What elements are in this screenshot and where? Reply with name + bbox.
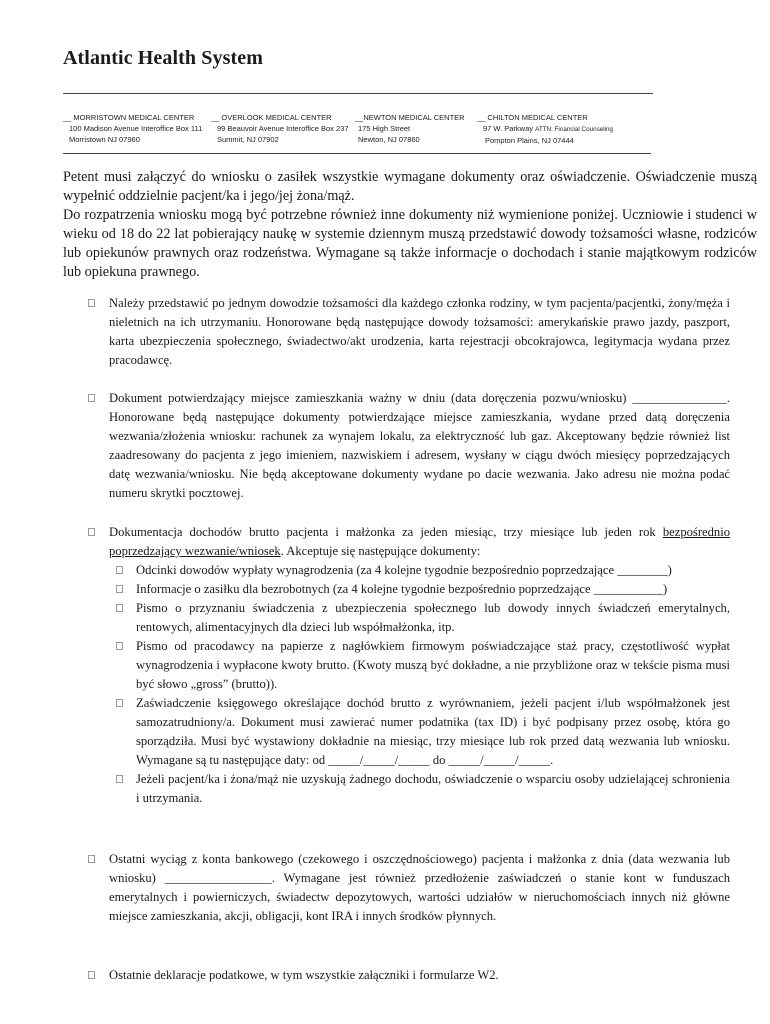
checkbox[interactable] bbox=[116, 775, 123, 783]
income-subitem: Odcinki dowodów wypłaty wynagrodzenia (za 4 kolejne tygodnie bezpośrednio poprzedzające ________) bbox=[116, 561, 730, 580]
checklist-item-residence bbox=[88, 389, 730, 503]
document-title: Atlantic Health System bbox=[63, 47, 263, 69]
checklist-item-identity bbox=[88, 294, 730, 370]
center-address: 99 Beauvoir Avenue Interoffice Box 237 bbox=[217, 124, 349, 133]
item-text: Ostatni wyciąg z konta bankowego (czekowego i oszczędnościowego) pacjenta i małżonka z dnia (data wezwania lub wniosku) _________________. Wymagane jest również przedłożenie zaświadczeń o stanie kont w funduszach emerytalnych i powierniczych, świadectw depozytowych, wartości udziałów w nieruchomościach innych niż główne miejsce zamieszkania, akcji, obligacji, kont IRA i innych środków płynnych. bbox=[109, 852, 730, 923]
checkbox[interactable] bbox=[116, 585, 123, 593]
checkbox[interactable] bbox=[116, 699, 123, 707]
item-text: Dokumentacja dochodów brutto pacjenta i małżonka za jeden miesiąc, trzy miesiące lub jeden rok bezpośrednio poprzedzający wezwanie/wniosek. Akceptuje się następujące dokumenty: bbox=[109, 525, 730, 558]
center-name: __ MORRISTOWN MEDICAL CENTER bbox=[63, 113, 195, 122]
checkbox[interactable] bbox=[88, 394, 95, 402]
center-newton bbox=[355, 112, 465, 145]
item-text: Dokument potwierdzający miejsce zamieszkania ważny w dniu (data doręczenia pozwu/wniosku) _______________. Honorowane będą następujące dokumenty potwierdzające miejsce zamieszkania, wydane przed datą doręczenia wezwania/złożenia wniosku: rachunek za wynajem lokalu, za elektryczność lub gaz. Akceptowany będzie również list zaadresowany do pacjenta z jego imieniem, nazwiskiem i adresem, wysłany w ciągu dwóch miesięcy poprzedzających datę wezwania/wniosku. Nie będą akceptowane dokumenty wydane po dacie wezwania. Jako adresu nie można podać numeru skrytki pocztowej. bbox=[109, 391, 730, 500]
checklist-item-bank bbox=[88, 850, 730, 926]
checkbox[interactable] bbox=[116, 642, 123, 650]
center-overlook bbox=[211, 112, 348, 145]
centers-divider bbox=[63, 153, 651, 154]
income-subitem: Jeżeli pacjent/ka i żona/mąż nie uzyskują żadnego dochodu, oświadczenie o wsparciu osoby udzielającej schronienia i utrzymania. bbox=[116, 770, 730, 808]
center-city: Pompton Plains, NJ 07444 bbox=[485, 136, 574, 145]
center-name: __NEWTON MEDICAL CENTER bbox=[355, 113, 465, 122]
income-subitem: Pismo od pracodawcy na papierze z nagłówkiem firmowym poświadczające staż pracy, częstotliwość wypłat wynagrodzenia i wypłacone kwoty brutto. (Kwoty muszą być dokładne, a nie przybliżone oraz w tekście pisma musi być słowo „gross” (brutto)). bbox=[116, 637, 730, 694]
checkbox[interactable] bbox=[116, 604, 123, 612]
center-city: Summit, NJ 07902 bbox=[217, 135, 279, 144]
checkbox[interactable] bbox=[88, 299, 95, 307]
income-subitem: Informacje o zasiłku dla bezrobotnych (za 4 kolejne tygodnie bezpośrednio poprzedzające ___________) bbox=[116, 580, 730, 599]
intro-paragraph-1: Petent musi załączyć do wniosku o zasiłek wszystkie wymagane dokumenty oraz oświadczenie. Oświadczenie muszą wypełnić oddzielnie pacjent/ka i jego/jej żona/mąż. bbox=[63, 169, 757, 204]
center-name: __ OVERLOOK MEDICAL CENTER bbox=[211, 113, 332, 122]
checklist-item-income bbox=[88, 523, 730, 808]
medical-centers bbox=[63, 112, 663, 148]
income-subitem: Zaświadczenie księgowego określające dochód brutto z wyrównaniem, jeżeli pacjent i/lub współmałżonek jest samozatrudniony/a. Dokument musi zawierać numer podatnika (tax ID) i być podpisany przez osobę, która go sporządziła. Musi być wystawiony dokładnie na miesiąc, trzy miesiące lub rok przed datą wezwania lub wniosku. Wymagane są tu następujące daty: od _____/_____/_____ do _____/_____/_____. bbox=[116, 694, 730, 770]
income-subitem: Pismo o przyznaniu świadczenia z ubezpieczenia społecznego lub dowody innych świadczeń emerytalnych, rentowych, alimentacyjnych dla dzieci lub współmałżonka, itp. bbox=[116, 599, 730, 637]
center-city: Morristown NJ 07960 bbox=[69, 135, 140, 144]
item-text: Ostatnie deklaracje podatkowe, w tym wszystkie załączniki i formularze W2. bbox=[109, 968, 499, 982]
intro-text bbox=[63, 168, 757, 282]
center-address: 97 W. Parkway ATTN: Financial Counseling bbox=[483, 124, 614, 133]
center-address: 175 High Street bbox=[358, 124, 411, 133]
center-name: __ CHILTON MEDICAL CENTER bbox=[477, 113, 588, 122]
center-chilton bbox=[477, 112, 613, 146]
checklist-item-tax bbox=[88, 966, 730, 985]
intro-paragraph-2: Do rozpatrzenia wniosku mogą być potrzebne również inne dokumenty niż wymienione poniżej. Uczniowie i studenci w wieku od 18 do 22 lat pobierający naukę w systemie dziennym muszą przedstawić dowody tożsamości własne, rodziców lub opiekunów prawnych oraz rodzeństwa. Wymagane są także informacje o dochodach i stanie majątkowym rodziców lub opiekuna prawnego. bbox=[63, 207, 757, 280]
center-city: Newton, NJ 07860 bbox=[358, 135, 420, 144]
checkbox[interactable] bbox=[88, 855, 95, 863]
title-divider bbox=[63, 93, 653, 94]
item-text: Należy przedstawić po jednym dowodzie tożsamości dla każdego członka rodziny, w tym pacjenta/pacjentki, żony/męża i nieletnich na ich utrzymaniu. Honorowane będą następujące dowody tożsamości: amerykańskie prawo jazdy, paszport, karta ubezpieczenia społecznego, świadectwo/akt urodzenia, karta rejestracji obcokrajowca, legitymacja wydana przez pracodawcę. bbox=[109, 296, 730, 367]
checkbox[interactable] bbox=[88, 971, 95, 979]
checkbox[interactable] bbox=[116, 566, 123, 574]
checkbox[interactable] bbox=[88, 528, 95, 536]
center-morristown bbox=[63, 112, 202, 145]
center-address: 100 Madison Avenue Interoffice Box 111 bbox=[69, 124, 203, 133]
